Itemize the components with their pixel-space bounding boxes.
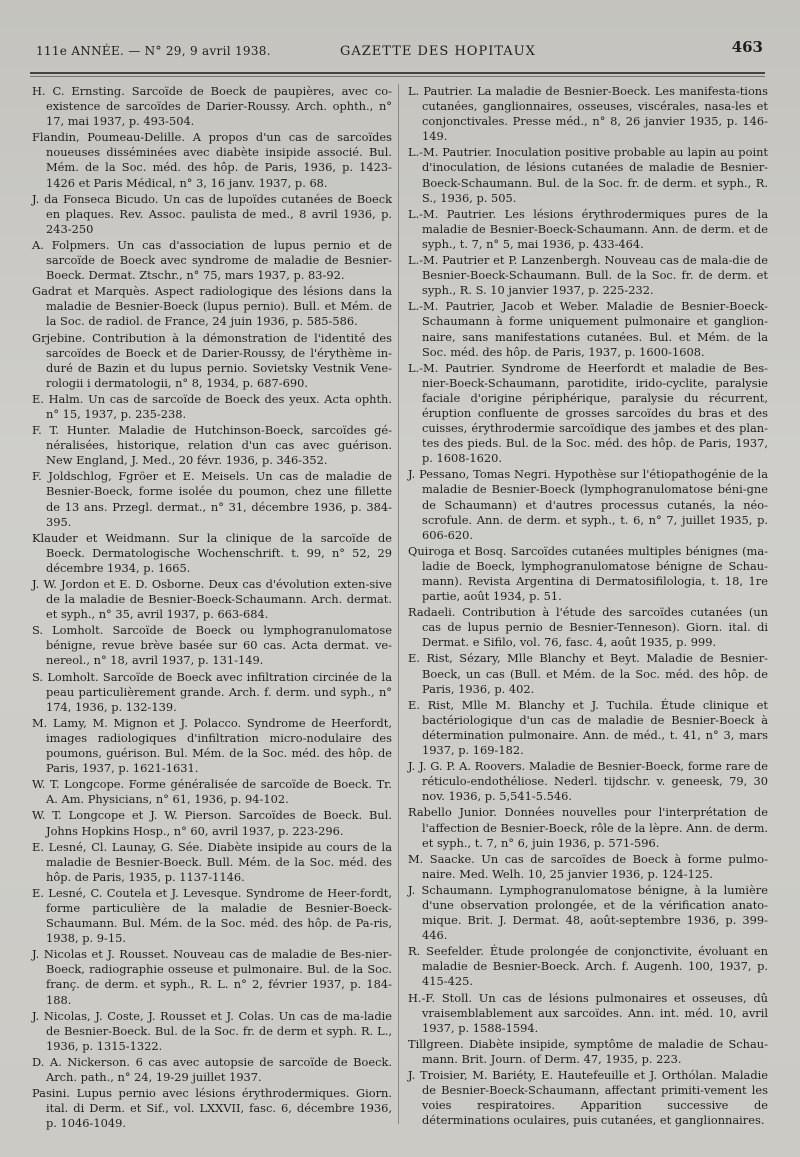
header-rule <box>30 72 765 74</box>
reference-entry: Tillgreen. Diabète insipide, symptôme de maladie de Schau-mann. Brit. Journ. of Derm. 47, 1935, p. 223. <box>408 1036 768 1066</box>
reference-entry: E. Halm. Un cas de sarcoïde de Boeck des yeux. Acta ophth. n° 15, 1937, p. 235-238. <box>32 391 392 421</box>
reference-entry: F. Joldschlog, Fgröer et E. Meisels. Un cas de maladie de Besnier-Boeck, forme isolée du poumon, chez une fillette de 13 ans. Przegl. dermat., n° 31, décembre 1936, p. 384-395. <box>32 469 392 529</box>
header-rule-thin <box>30 76 765 77</box>
reference-entry: F. T. Hunter. Maladie de Hutchinson-Boeck, sarcoïdes gé-néralisées, historique, relation d'un cas avec guérison. New England, J. Med., 20 févr. 1936, p. 346-352. <box>32 423 392 468</box>
reference-entry: J. Nicolas, J. Coste, J. Rousset et J. Colas. Un cas de ma-ladie de Besnier-Boeck. Bul. de la Soc. fr. de derm et syph. R. L., 1936, p. 1315-1322. <box>32 1008 392 1053</box>
reference-entry: H.-F. Stoll. Un cas de lésions pulmonaires et osseuses, dû vraisemblablement aux sarcoïdes. Ann. int. méd. 10, avril 1937, p. 1588-1594. <box>408 990 768 1035</box>
reference-entry: Quiroga et Bosq. Sarcoïdes cutanées multiples bénignes (ma-ladie de Boeck, lymphogranulomatose bénigne de Schau-mann). Revista Argentina di Dermatosifilologia, t. 18, 1re partie, août 1934, p. 51. <box>408 543 768 604</box>
reference-entry: W. T. Longcope et J. W. Pierson. Sarcoïdes de Boeck. Bul. Johns Hopkins Hosp., n° 60, avril 1937, p. 223-296. <box>32 808 392 838</box>
reference-entry: J. Pessano, Tomas Negri. Hypothèse sur l'étiopathogénie de la maladie de Besnier-Boeck (lymphogranulomatose béni-gne de Schaumann) et d'autres processus cutanés, la néo-scrofule. Ann. de derm. et syph., t. 6, n° 7, juillet 1935, p. 606-620. <box>408 467 768 542</box>
column-divider <box>398 84 399 1124</box>
reference-entry: J. W. Jordon et E. D. Osborne. Deux cas d'évolution exten-sive de la maladie de Besnier-Boeck-Schaumann. Arch. dermat. et syph., n° 35, avril 1937, p. 663-684. <box>32 577 392 622</box>
reference-entry: E. Lesné, Cl. Launay, G. Sée. Diabète insipide au cours de la maladie de Besnier-Boeck. Bull. Mém. de la Soc. méd. des hôp. de Paris, 1935, p. 1137-1146. <box>32 839 392 884</box>
reference-entry: D. A. Nickerson. 6 cas avec autopsie de sarcoïde de Boeck. Arch. path., n° 24, 19-29 juillet 1937. <box>32 1054 392 1084</box>
reference-entry: Klauder et Weidmann. Sur la clinique de la sarcoïde de Boeck. Dermatologische Wochenschrift. t. 99, n° 52, 29 décembre 1934, p. 1665. <box>32 530 392 575</box>
reference-entry: R. Seefelder. Étude prolongée de conjonctivite, évoluant en maladie de Besnier-Boeck. Arch. f. Augenh. 100, 1937, p. 415-425. <box>408 944 768 989</box>
reference-entry: L.-M. Pautrier, Jacob et Weber. Maladie de Besnier-Boeck-Schaumann à forme uniquement pulmonaire et ganglion-naire, sans manifestations cutanées. Bul. et Mém. de la Soc. méd. des hôp. de Paris, 1937, p. 1600-1608. <box>408 299 768 359</box>
reference-entry: Grjebine. Contribution à la démonstration de l'identité des sarcoïdes de Boeck et de Darier-Roussy, de l'érythème in-duré de Bazin et du lupus pernio. Sovietsky Vestnik Vene-rologii i dermatologii, n° 8, 1934, p. 687-690. <box>32 330 392 390</box>
reference-entry: J. Troisier, M. Bariéty, E. Hautefeuille et J. Orthólan. Maladie de Besnier-Boeck-Schaumann, affectant primiti-vement les voies respiratoires. Apparition successive de déterminations oculaires, puis cutanées, et ganglionnaires. <box>408 1068 768 1128</box>
reference-entry: L.-M. Pautrier. Les lésions érythrodermiques pures de la maladie de Besnier-Boeck-Schaumann. Ann. de derm. et de syph., t. 7, n° 5, mai 1936, p. 433-464. <box>408 206 768 251</box>
reference-entry: W. T. Longcope. Forme généralisée de sarcoïde de Boeck. Tr. A. Am. Physicians, n° 61, 1936, p. 94-102. <box>32 777 392 807</box>
reference-entry: Flandin, Poumeau-Delille. A propos d'un cas de sarcoïdes noueuses disséminées avec diabète insipide associé. Bul. Mém. de la Soc. méd. des hôp. de Paris, 1936, p. 1423-1426 et Paris Médical, n° 3, 16 janv. 1937, p. 68. <box>32 130 392 190</box>
issue-line: 111e ANNÉE. — N° 29, 9 avril 1938. <box>36 44 271 58</box>
reference-entry: J. da Fonseca Bicudo. Un cas de lupoïdes cutanées de Boeck en plaques. Rev. Assoc. paulista de med., 8 avril 1936, p. 243-250 <box>32 191 392 236</box>
reference-entry: L.-M. Pautrier. Syndrome de Heerfordt et maladie de Bes-nier-Boeck-Schaumann, parotidite, irido-cyclite, paralysie faciale d'origine périphérique, paralysie du récurrent, éruption confluente de grosses sarcoïdes du bras et des cuisses, érythrodermie sarcoïdique des jambes et des plan-tes des pieds. Bul. de la Soc. méd. des hôp. de Paris, 1937, p. 1608-1620. <box>408 360 768 466</box>
reference-entry: L.-M. Pautrier. Inoculation positive probable au lapin au point d'inoculation, de lésions cutanées de maladie de Besnier-Boeck-Schaumann. Bul. de la Soc. fr. de derm. et syph., R. S., 1936, p. 505. <box>408 145 768 205</box>
reference-entry: Radaeli. Contribution à l'étude des sarcoïdes cutanées (un cas de lupus pernio de Besnier-Tenneson). Giorn. ital. di Dermat. e Sifilo, vol. 76, fasc. 4, août 1935, p. 999. <box>408 605 768 650</box>
page-number: 463 <box>731 38 763 56</box>
right-column <box>408 84 768 1129</box>
reference-entry: E. Rist, Sézary, Mlle Blanchy et Beyt. Maladie de Besnier-Boeck, un cas (Bull. et Mém. de la Soc. méd. des hôp. de Paris, 1936, p. 402. <box>408 651 768 696</box>
journal-title: GAZETTE DES HOPITAUX <box>340 44 536 59</box>
reference-entry: J. Schaumann. Lymphogranulomatose bénigne, à la lumière d'une observation prolongée, et de la vérification anato-mique. Brit. J. Dermat. 48, août-septembre 1936, p. 399-446. <box>408 882 768 943</box>
reference-entry: S. Lomholt. Sarcoïde de Boeck ou lymphogranulomatose bénigne, revue brève basée sur 60 cas. Acta dermat. ve-nereol., n° 18, avril 1937, p. 131-149. <box>32 623 392 668</box>
left-column <box>32 84 392 1132</box>
reference-entry: M. Lamy, M. Mignon et J. Polacco. Syndrome de Heerfordt, images radiologiques d'infiltration micro-nodulaire des poumons, guérison. Bul. Mém. de la Soc. méd. des hôp. de Paris, 1937, p. 1621-1631. <box>32 715 392 776</box>
reference-entry: J. J. G. P. A. Roovers. Maladie de Besnier-Boeck, forme rare de réticulo-endothéliose. Nederl. tijdschr. v. geneesk, 79, 30 nov. 1936, p. 5,541-5.546. <box>408 759 768 804</box>
reference-entry: S. Lomholt. Sarcoïde de Boeck avec infiltration circinée de la peau particulièrement grande. Arch. f. derm. und syph., n° 174, 1936, p. 132-139. <box>32 669 392 714</box>
reference-entry: E. Rist, Mlle M. Blanchy et J. Tuchila. Étude clinique et bactériologique d'un cas de maladie de Besnier-Boeck à détermination pulmonaire. Ann. de méd., t. 41, n° 3, mars 1937, p. 169-182. <box>408 697 768 758</box>
reference-entry: E. Lesné, C. Coutela et J. Levesque. Syndrome de Heer-fordt, forme particulière de la maladie de Besnier-Boeck-Schaumann. Bul. Mém. de la Soc. méd. des hôp. de Pa-ris, 1938, p. 9-15. <box>32 885 392 946</box>
page-header <box>30 30 765 70</box>
reference-entry: L. Pautrier. La maladie de Besnier-Boeck. Les manifesta-tions cutanées, ganglionnaires, osseuses, viscérales, nasa-les et conjonctivales. Presse méd., n° 8, 26 janvier 1935, p. 146-149. <box>408 84 768 144</box>
reference-entry: J. Nicolas et J. Rousset. Nouveau cas de maladie de Bes-nier-Boeck, radiographie osseuse et pulmonaire. Bul. de la Soc. franç. de derm. et syph., R. L. n° 2, février 1937, p. 184-188. <box>32 947 392 1007</box>
reference-entry: A. Folpmers. Un cas d'association de lupus pernio et de sarcoïde de Boeck avec syndrome de maladie de Besnier-Boeck. Dermat. Ztschr., n° 75, mars 1937, p. 83-92. <box>32 237 392 283</box>
reference-entry: H. C. Ernsting. Sarcoïde de Boeck de paupières, avec co-existence de sarcoïdes de Darier-Roussy. Arch. ophth., n° 17, mai 1937, p. 493-504. <box>32 84 392 129</box>
reference-entry: M. Saacke. Un cas de sarcoïdes de Boeck à forme pulmo-naire. Med. Welh. 10, 25 janvier 1936, p. 124-125. <box>408 851 768 881</box>
reference-entry: Rabello Junior. Données nouvelles pour l'interprétation de l'affection de Besnier-Boeck, rôle de la lèpre. Ann. de derm. et syph., t. 7, n° 6, juin 1936, p. 571-596. <box>408 805 768 850</box>
reference-entry: L.-M. Pautrier et P. Lanzenbergh. Nouveau cas de mala-die de Besnier-Boeck-Schaumann. Bull. de la Soc. fr. de derm. et syph., R. S. 10 janvier 1937, p. 225-232. <box>408 253 768 298</box>
reference-entry: Pasini. Lupus pernio avec lésions érythrodermiques. Giorn. ital. di Derm. et Sif., vol. LXXVII, fasc. 6, décembre 1936, p. 1046-1049. <box>32 1086 392 1131</box>
reference-entry: Gadrat et Marquès. Aspect radiologique des lésions dans la maladie de Besnier-Boeck (lupus pernio). Bull. et Mém. de la Soc. de radiol. de France, 24 juin 1936, p. 585-586. <box>32 284 392 329</box>
